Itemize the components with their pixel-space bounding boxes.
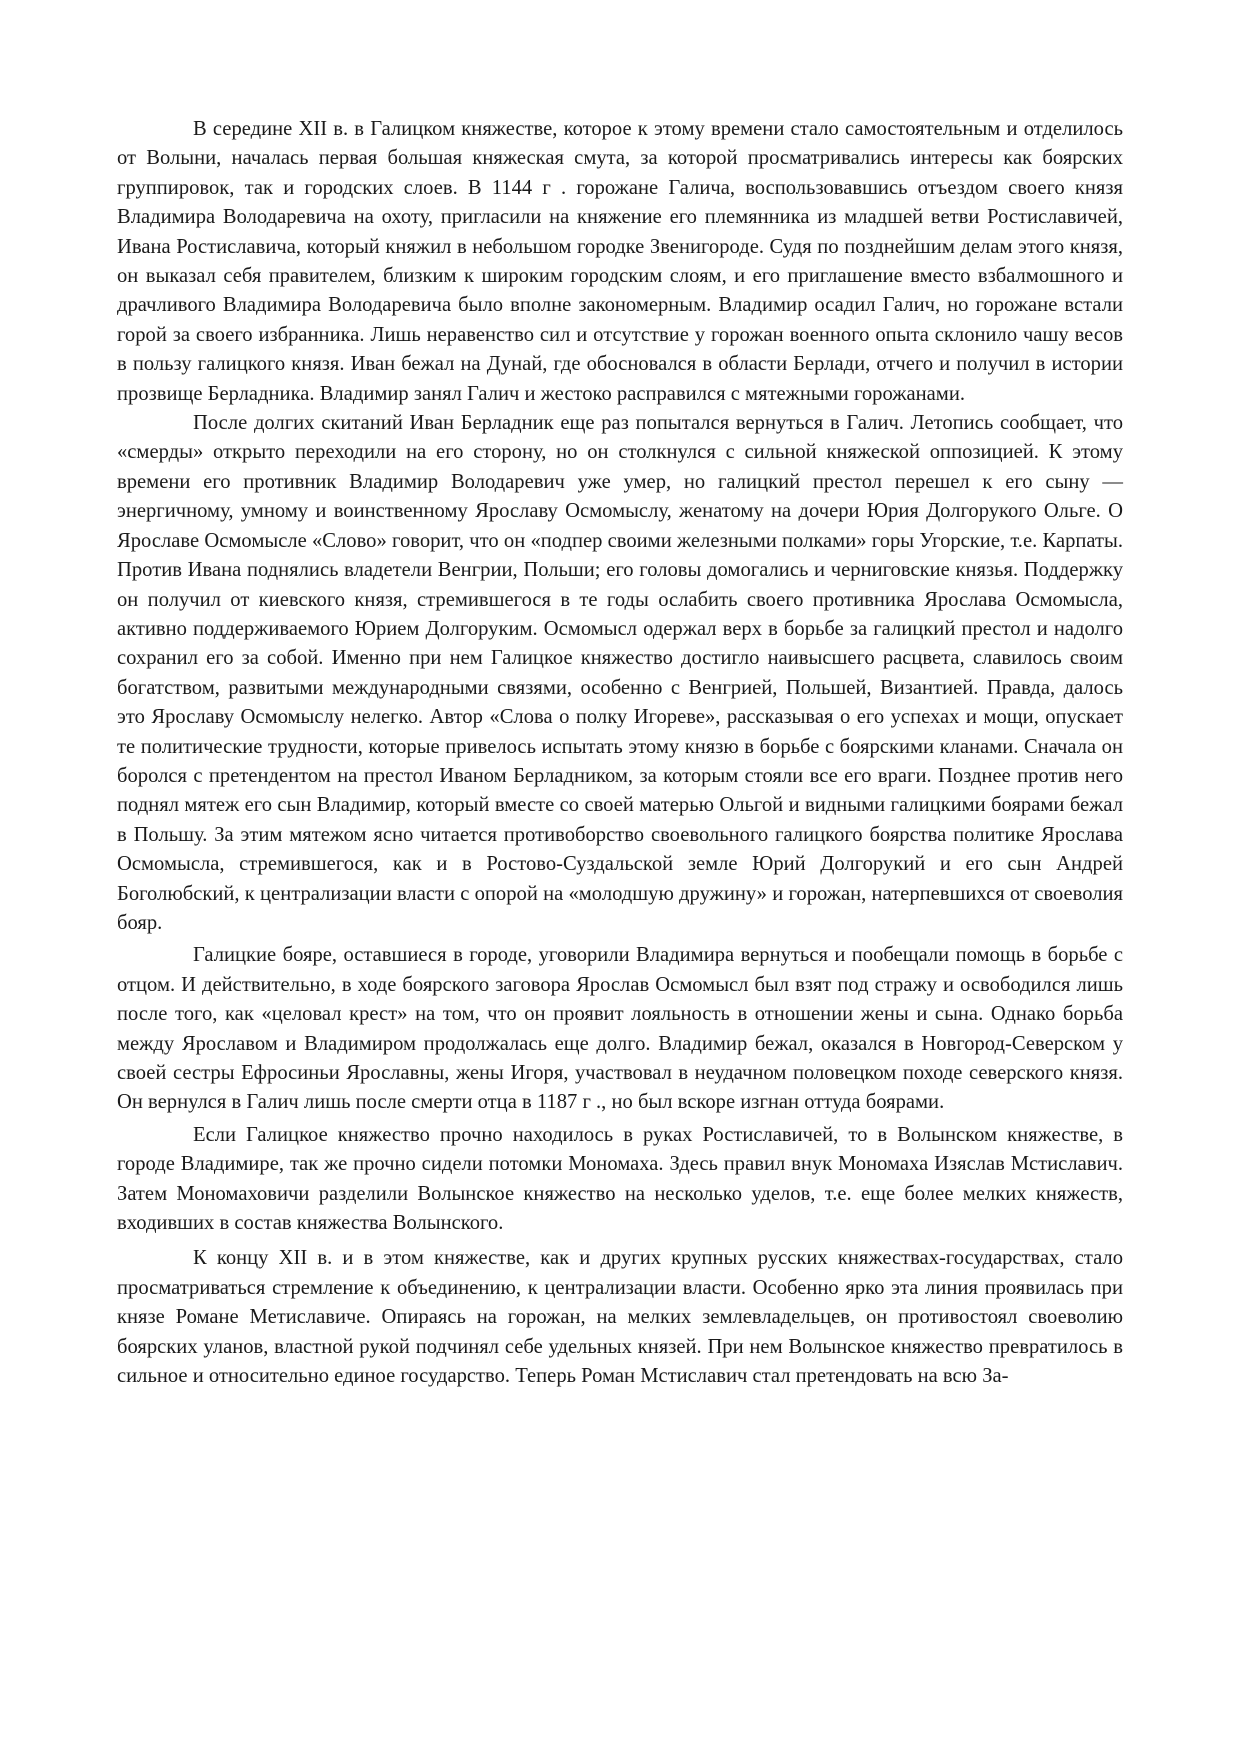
paragraph-1: В середине XII в. в Галицком княжестве, которое к этому времени стало самостоятельным и отделилось от Волыни, началась первая большая княжеская смута, за которой просматривались интересы как боярских группировок, так и городских слоев. В 1144 г . горожане Галича, воспользовавшись отъездом своего князя Владимира Володаревича на охоту, пригласили на княжение его племянника из младшей ветви Ростиславичей, Ивана Ростиславича, который княжил в небольшом городке Звенигороде. Судя по позднейшим делам этого князя, он выказал себя правителем, близким к широким городским слоям, и его приглашение вместо взбалмошного и драчливого Владимира Володаревича было вполне закономерным. Владимир осадил Галич, но горожане встали горой за своего избранника. Лишь неравенство сил и отсутствие у горожан военного опыта склонило чашу весов в пользу галицкого князя. Иван бежал на Дунай, где обосновался в области Берлади, отчего и получил в истории прозвище Берладника. Владимир занял Галич и жестоко расправился с мятежными горожанами. <box>117 118 1123 405</box>
paragraph-5: К концу XII в. и в этом княжестве, как и других крупных русских княжествах-государствах, стало просматриваться стремление к объединению, к централизации власти. Особенно ярко эта линия проявилась при князе Романе Метиславиче. Опираясь на горожан, на мелких землевладельцев, он противостоял своеволию боярских уланов, властной рукой подчинял себе удельных князей. При нем Волынское княжество превратилось в сильное и относительно единое государство. Теперь Роман Мстиславич стал претендовать на всю За- <box>117 1247 1123 1388</box>
document-page <box>117 115 1123 1391</box>
paragraph-2: После долгих скитаний Иван Берладник еще раз попытался вернуться в Галич. Летопись сообщает, что «смерды» открыто переходили на его сторону, но он столкнулся с сильной княжеской оппозицией. К этому времени его противник Владимир Володаревич уже умер, но галицкий престол перешел к его сыну — энергичному, умному и воинственному Ярославу Осмомыслу, женатому на дочери Юрия Долгорукого Ольге. О Ярославе Осмомысле «Слово» говорит, что он «подпер своими железными полками» горы Угорские, т.е. Карпаты. Против Ивана поднялись владетели Венгрии, Польши; его головы домогались и черниговские князья. Поддержку он получил от киевского князя, стремившегося в те годы ослабить своего противника Ярослава Осмомысла, активно поддерживаемого Юрием Долгоруким. Осмомысл одержал верх в борьбе за галицкий престол и надолго сохранил его за собой. Именно при нем Галицкое княжество достигло наивысшего расцвета, славилось своим богатством, развитыми международными связями, особенно с Венгрией, Польшей, Византией. Правда, далось это Ярославу Осмомыслу нелегко. Автор «Слова о полку Игореве», рассказывая о его успехах и мощи, опускает те политические трудности, которые привелось испытать этому князю в борьбе с боярскими кланами. Сначала он боролся с претендентом на престол Иваном Берладником, за которым стояли все его враги. Позднее против него поднял мятеж его сын Владимир, который вместе со своей матерью Ольгой и видными галицкими боярами бежал в Польшу. За этим мятежом ясно читается противоборство своевольного галицкого боярства политике Ярослава Осмомысла, стремившегося, как и в Ростово-Суздальской земле Юрий Долгорукий и его сын Андрей Боголюбский, к централизации власти с опорой на «молодшую дружину» и горожан, натерпевшихся от своеволия бояр. <box>117 412 1123 934</box>
paragraph-4: Если Галицкое княжество прочно находилось в руках Ростиславичей, то в Волынском княжестве, в городе Владимире, так же прочно сидели потомки Мономаха. Здесь правил внук Мономаха Изяслав Мстиславич. Затем Мономаховичи разделили Волынское княжество на несколько уделов, т.е. еще более мелких княжеств, входивших в состав княжества Волынского. <box>117 1123 1123 1235</box>
paragraph-3: Галицкие бояре, оставшиеся в городе, уговорили Владимира вернуться и пообещали помощь в борьбе с отцом. И действительно, в ходе боярского заговора Ярослав Осмомысл был взят под стражу и освободился лишь после того, как «целовал крест» на том, что он проявит лояльность в отношении жены и сына. Однако борьба между Ярославом и Владимиром продолжалась еще долго. Владимир бежал, оказался в Новгород-Северском у своей сестры Ефросиньи Ярославны, жены Игоря, участвовал в неудачном половецком походе северского князя. Он вернулся в Галич лишь после смерти отца в 1187 г ., но был вскоре изгнан оттуда боярами. <box>117 944 1123 1114</box>
